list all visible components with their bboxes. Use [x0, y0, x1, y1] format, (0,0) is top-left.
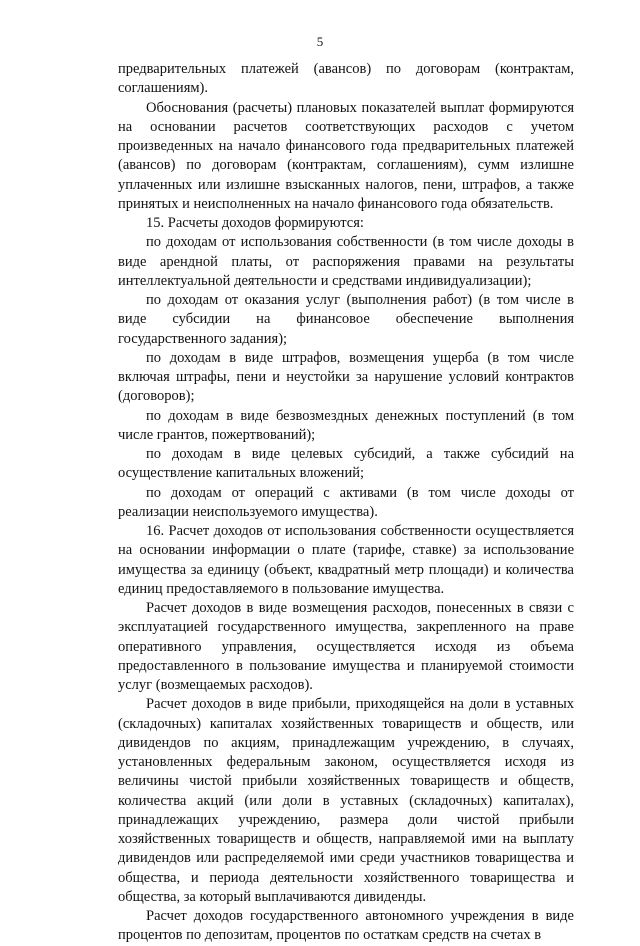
paragraph-continuation: предварительных платежей (авансов) по договорам (контрактам, соглашениям).	[118, 61, 574, 97]
paragraph-item-16: 16. Расчет доходов от использования собственности осуществляется на основании информации о плате (тарифе, ставке) за использование имущества за единицу (объект, квадратный метр площади) и количества единиц предоставляемого в пользование имущества.	[118, 523, 574, 597]
document-body	[118, 60, 574, 946]
list-item-services-income: по доходам от оказания услуг (выполнения работ) (в том числе в виде субсидии на финансовое обеспечение выполнения государственного задания);	[118, 292, 574, 347]
page-number: 5	[316, 34, 324, 49]
paragraph-item-15-heading: 15. Расчеты доходов формируются:	[146, 215, 364, 231]
paragraph-deposit-interest: Расчет доходов государственного автономного учреждения в виде процентов по депозитам, процентов по остаткам средств на счетах в	[118, 908, 574, 944]
list-item-fines-income: по доходам в виде штрафов, возмещения ущерба (в том числе включая штрафы, пени и неустойки за нарушение условий контрактов (договоров);	[118, 349, 574, 405]
paragraph-expense-reimbursement: Расчет доходов в виде возмещения расходов, понесенных в связи с эксплуатацией государственного имущества, закрепленного на праве оперативного управления, осуществляется исходя из объема предоставленного в пользование имущества и планируемой стоимости услуг (возмещаемых расходов).	[118, 600, 574, 693]
list-item-grants-income: по доходам в виде безвозмездных денежных поступлений (в том числе грантов, пожертвований);	[118, 407, 574, 443]
list-item-subsidies-income: по доходам в виде целевых субсидий, а также субсидий на осуществление капитальных вложений;	[118, 446, 574, 482]
paragraph-payments-justification: Обоснования (расчеты) плановых показателей выплат формируются на основании расчетов соответствующих расходов с учетом произведенных на начало финансового года предварительных платежей (авансов) по договорам (контрактам, соглашениям), сумм излишне уплаченных или излишне взысканных налогов, пени, штрафов, а также принятых и неисполненных на начало финансового года обязательств.	[118, 99, 574, 212]
paragraph-dividends: Расчет доходов в виде прибыли, приходящейся на доли в уставных (складочных) капиталах хозяйственных товариществ и обществ, или дивидендов по акциям, принадлежащим учреждению, в случаях, установленных федеральным законом, осуществляется исходя из величины чистой прибыли хозяйственных товариществ и обществ, количества акций (или доли в уставных (складочных) капиталах), принадлежащих учреждению, размера доли чистой прибыли хозяйственных товариществ и обществ, направляемой ими на выплату дивидендов или распределяемой ими среди участников товарищества и общества, и периода деятельности хозяйственного товарищества и общества, за который выплачиваются дивиденды.	[118, 696, 574, 905]
list-item-assets-income: по доходам от операций с активами (в том числе доходы от реализации неиспользуемого имущества).	[118, 484, 574, 520]
list-item-property-income: по доходам от использования собственности (в том числе доходы в виде арендной платы, от распоряжения правами на результаты интеллектуальной деятельности и средствами индивидуализации);	[118, 234, 574, 289]
